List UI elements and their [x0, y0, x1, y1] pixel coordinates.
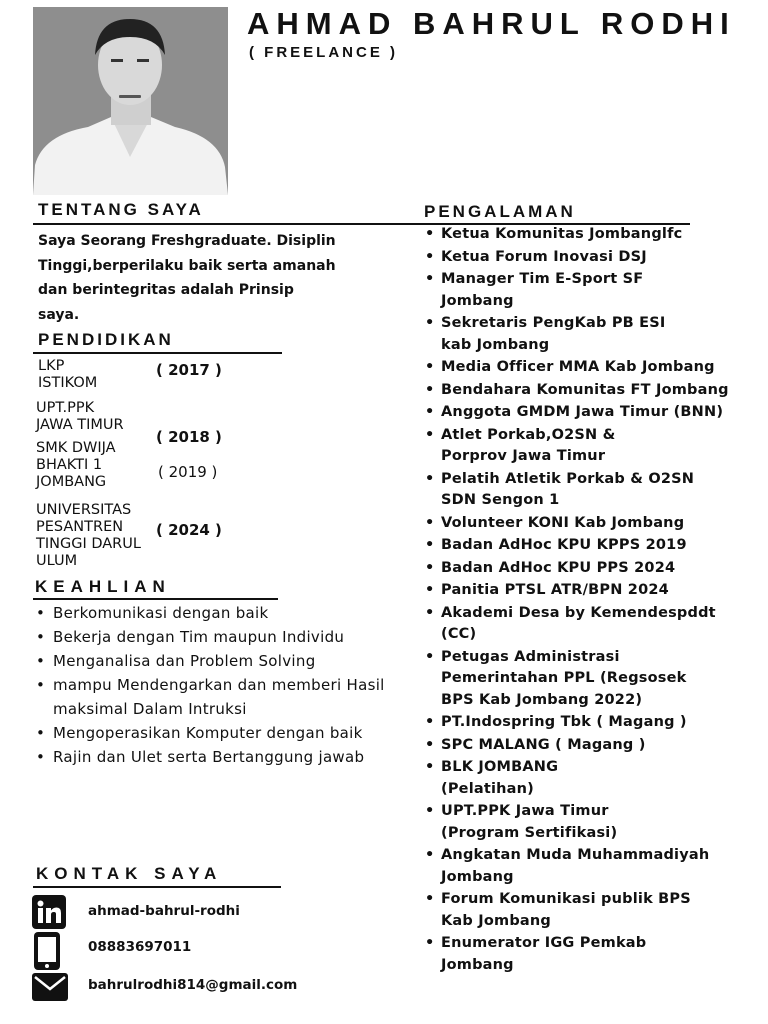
about-divider: [33, 223, 338, 225]
experience-item: • Volunteer KONI Kab Jombang: [423, 513, 758, 535]
education-item-upt: UPT.PPK JAWA TIMUR: [36, 400, 124, 433]
education-year-2017: ( 2017 ): [156, 361, 222, 379]
education-item-smk: SMK DWIJA BHAKTI 1 JOMBANG: [36, 440, 116, 490]
email-address: bahrulrodhi814@gmail.com: [88, 977, 298, 993]
education-divider: [33, 352, 282, 354]
about-text: Saya Seorang Freshgraduate. Disiplin Tinggi,berperilaku baik serta amanah dan berintegritas adalah Prinsip saya.: [38, 233, 336, 323]
contact-divider: [33, 886, 281, 888]
linkedin-handle: ahmad-bahrul-rodhi: [88, 903, 240, 919]
about-heading: TENTANG SAYA: [38, 200, 204, 219]
education-item-lkp: LKP ISTIKOM: [38, 358, 98, 391]
experience-item: • Sekretaris PengKab PB ESI kab Jombang: [423, 313, 758, 356]
education-year-2024: ( 2024 ): [156, 521, 222, 539]
person-portrait-icon: [33, 7, 228, 195]
skill-item: • Mengoperasikan Komputer dengan baik: [36, 721, 386, 745]
experience-item: • Pelatih Atletik Porkab & O2SN SDN Sengon 1: [423, 469, 758, 512]
experience-item: • Enumerator IGG Pemkab Jombang: [423, 933, 758, 976]
experience-item: • Badan AdHoc KPU PPS 2024: [423, 558, 758, 580]
experience-item: • Ketua Forum Inovasi DSJ: [423, 247, 758, 269]
candidate-name: AHMAD BAHRUL RODHI: [247, 6, 736, 41]
experience-item: • BLK JOMBANG (Pelatihan): [423, 757, 758, 800]
experience-item: • Panitia PTSL ATR/BPN 2024: [423, 580, 758, 602]
experience-item: • Angkatan Muda Muhammadiyah Jombang: [423, 845, 758, 888]
skill-item: • Bekerja dengan Tim maupun Individu: [36, 625, 386, 649]
experience-item: • Petugas Administrasi Pemerintahan PPL (Regsosek BPS Kab Jombang 2022): [423, 647, 758, 712]
skills-divider: [33, 598, 278, 600]
phone-icon: [33, 932, 61, 970]
email-icon: [32, 973, 68, 1001]
experience-item: • Manager Tim E-Sport SF Jombang: [423, 269, 758, 312]
education-year-2019: ( 2019 ): [158, 463, 218, 481]
contact-heading: KONTAK SAYA: [36, 864, 223, 883]
experience-item: • Atlet Porkab,O2SN & Porprov Jawa Timur: [423, 425, 758, 468]
candidate-role: ( FREELANCE ): [249, 44, 398, 61]
skill-item: • Menganalisa dan Problem Solving: [36, 649, 386, 673]
linkedin-icon: [32, 895, 66, 929]
experience-item: • Media Officer MMA Kab Jombang: [423, 357, 758, 379]
skills-list: [36, 601, 386, 769]
profile-photo: [33, 7, 228, 195]
skill-item: • Berkomunikasi dengan baik: [36, 601, 386, 625]
experience-heading: PENGALAMAN: [424, 202, 576, 221]
education-item-university: UNIVERSITAS PESANTREN TINGGI DARUL ULUM: [36, 502, 141, 569]
experience-item: • SPC MALANG ( Magang ): [423, 735, 758, 757]
skills-heading: KEAHLIAN: [35, 577, 171, 596]
experience-item: • Akademi Desa by Kemendespddt (CC): [423, 603, 758, 646]
experience-item: • PT.Indospring Tbk ( Magang ): [423, 712, 758, 734]
skill-item: • mampu Mendengarkan dan memberi Hasil maksimal Dalam Intruksi: [36, 673, 386, 721]
skill-item: • Rajin dan Ulet serta Bertanggung jawab: [36, 745, 386, 769]
phone-number: 08883697011: [88, 939, 192, 955]
education-year-2018: ( 2018 ): [156, 428, 222, 446]
experience-item: • Anggota GMDM Jawa Timur (BNN): [423, 402, 758, 424]
experience-item: • Bendahara Komunitas FT Jombang: [423, 380, 758, 402]
experience-item: • UPT.PPK Jawa Timur (Program Sertifikasi): [423, 801, 758, 844]
experience-item: • Ketua Komunitas Jombanglfc: [423, 224, 758, 246]
experience-list: [423, 224, 758, 977]
experience-item: • Badan AdHoc KPU KPPS 2019: [423, 535, 758, 557]
experience-item: • Forum Komunikasi publik BPS Kab Jombang: [423, 889, 758, 932]
education-heading: PENDIDIKAN: [38, 330, 174, 349]
